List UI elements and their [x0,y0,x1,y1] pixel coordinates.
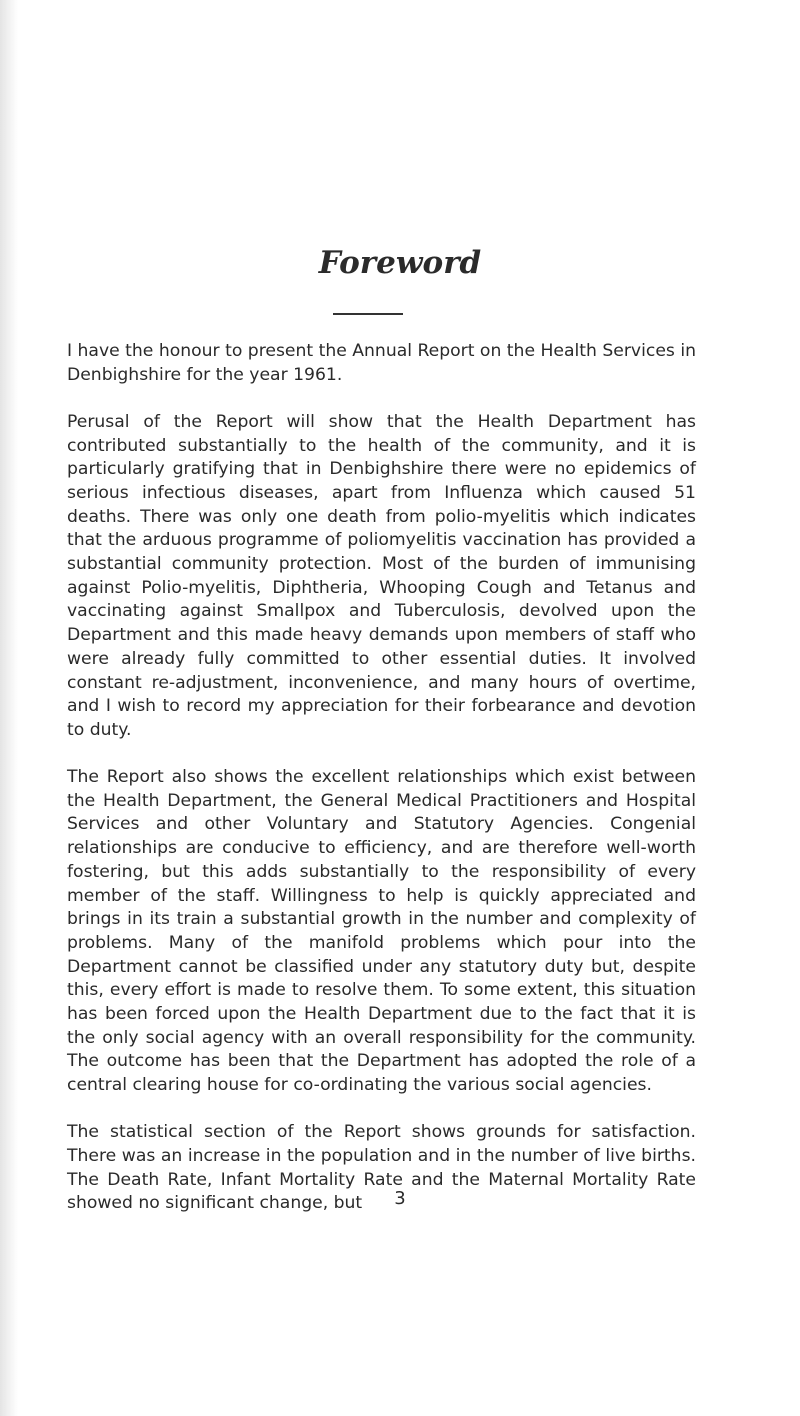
foreword-body [67,340,696,1216]
paragraph-2: Perusal of the Report will show that the Health Department has contributed substantially to the health of the community, and it is particularly gratifying that in Denbighshire there were no epidemics of serious infectious diseases, apart from Influenza which caused 51 deaths. There was only one death from polio-myelitis which indicates that the arduous programme of poliomyelitis vaccination has provided a substantial community protection. Most of the burden of immunising against Polio-myelitis, Diphtheria, Whooping Cough and Tetanus and vaccinating against Smallpox and Tuberculosis, devolved upon the Department and this made heavy demands upon members of staff who were already fully committed to other essential duties. It involved constant re-adjustment, inconvenience, and many hours of overtime, and I wish to record my appreciation for their forbearance and devotion to duty. [67,411,696,740]
paragraph-1: I have the honour to present the Annual Report on the Health Services in Denbighshire for the year 1961. [67,341,696,385]
title-underline-divider [333,313,403,315]
page-title: Foreword [318,245,482,281]
page-number: 3 [394,1188,406,1209]
paragraph-4: The statistical section of the Report shows grounds for satisfaction. There was an increase in the population and in the number of live births. The Death Rate, Infant Mortality Rate and the Maternal Mortality Rate showed no significant change, but [67,1122,696,1214]
paragraph-3: The Report also shows the excellent relationships which exist between the Health Department, the General Medical Practitioners and Hospital Services and other Voluntary and Statutory Agencies. Congenial relationships are conducive to efficiency, and are therefore well-worth fostering, but this adds substantially to the responsibility of every member of the staff. Willingness to help is quickly appreciated and brings in its train a substantial growth in the number and complexity of problems. Many of the manifold problems which pour into the Department cannot be classified under any statutory duty but, despite this, every effort is made to resolve them. To some extent, this situation has been forced upon the Health Department due to the fact that it is the only social agency with an overall responsibility for the community. The outcome has been that the Department has adopted the role of a central clearing house for co-ordinating the various social agencies. [67,767,696,1096]
